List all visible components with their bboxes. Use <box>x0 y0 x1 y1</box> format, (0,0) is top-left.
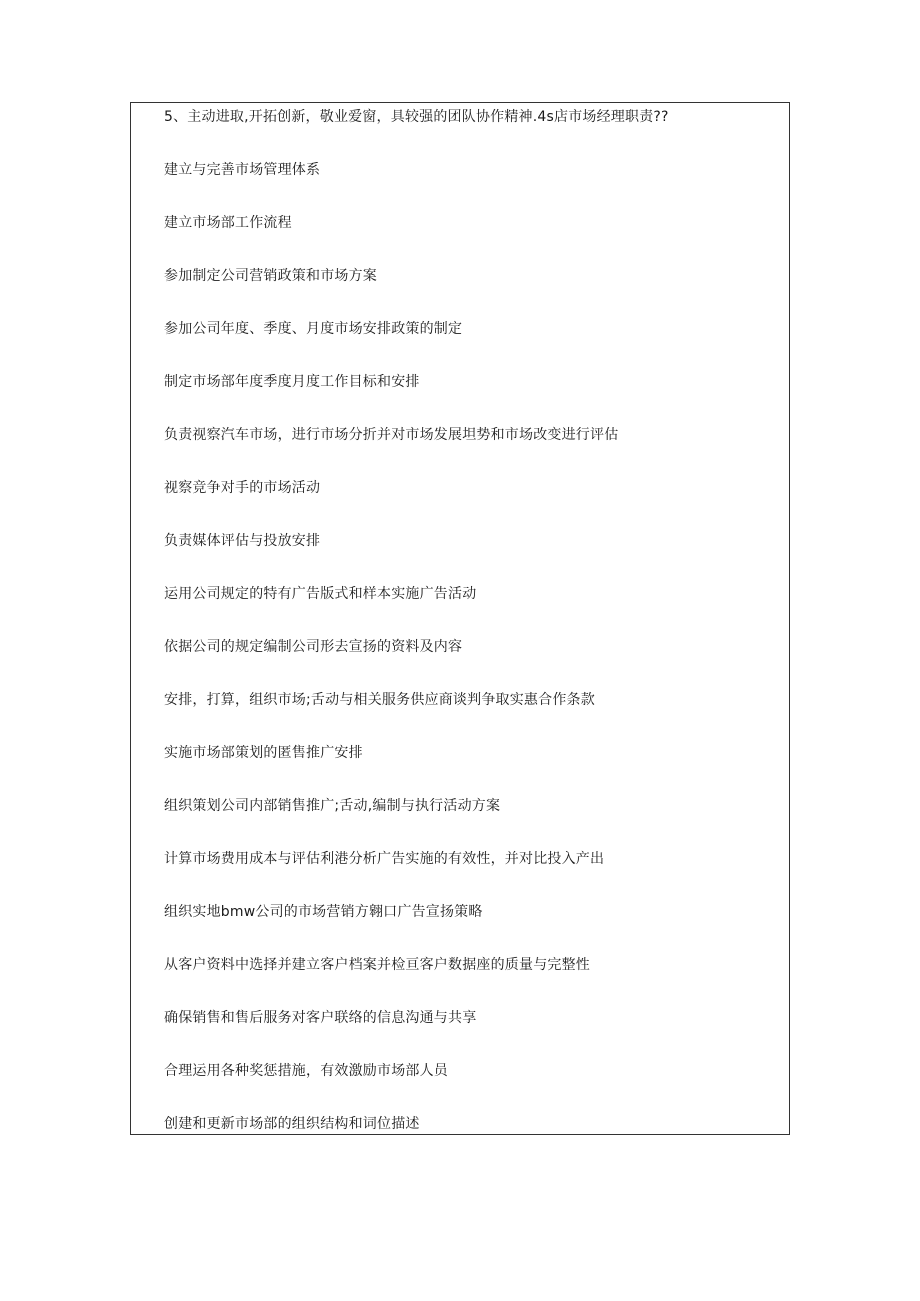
list-item: 计算市场费用成本与评估利港分析广告实施的有效性，并对比投入产出 <box>164 851 605 867</box>
list-item: 制定市场部年度季度月度工作目标和安排 <box>164 374 420 390</box>
list-item: 负责媒体评估与投放安排 <box>164 533 321 549</box>
list-item: 确保销售和售后服务对客户联络的信息沟通与共享 <box>164 1010 477 1026</box>
content-frame <box>130 102 790 1135</box>
list-item: 组织实地bmw公司的市场营销方翱口广告宣扬策略 <box>164 904 483 920</box>
list-item: 视察竞争对手的市场活动 <box>164 480 321 496</box>
list-item: 合理运用各种奖惩措施，有效激励市场部人员 <box>164 1063 448 1079</box>
list-item: 建立市场部工作流程 <box>164 215 292 231</box>
list-item: 参加公司年度、季度、月度市场安排政策的制定 <box>164 321 463 337</box>
list-item: 创建和更新市场部的组织结构和词位描述 <box>164 1116 420 1132</box>
list-item: 负责视察汽车市场，进行市场分折并对市场发展坦势和市场改变进行评估 <box>164 427 619 443</box>
list-item: 依据公司的规定编制公司形去宣扬的资料及内容 <box>164 639 463 655</box>
list-item: 运用公司规定的特有广告版式和样本实施广告活动 <box>164 586 477 602</box>
list-item: 安排，打算，组织市场;舌动与相关服务供应商谈判争取实惠合作条款 <box>164 692 595 708</box>
list-item: 5、主动进取,开拓创新，敬业爱窗，具较强的团队协作精神.4s店市场经理职责?? <box>164 109 669 125</box>
list-item: 实施市场部策划的匿售推广安排 <box>164 745 363 761</box>
list-item: 从客户资料中选择并建立客户档案并检亘客户数据座的质量与完整性 <box>164 957 590 973</box>
list-item: 建立与完善市场管理体系 <box>164 162 321 178</box>
list-item: 参加制定公司营销政策和市场方案 <box>164 268 377 284</box>
list-item: 组织策划公司内部销售推广;舌动,编制与执行活动方案 <box>164 798 501 814</box>
